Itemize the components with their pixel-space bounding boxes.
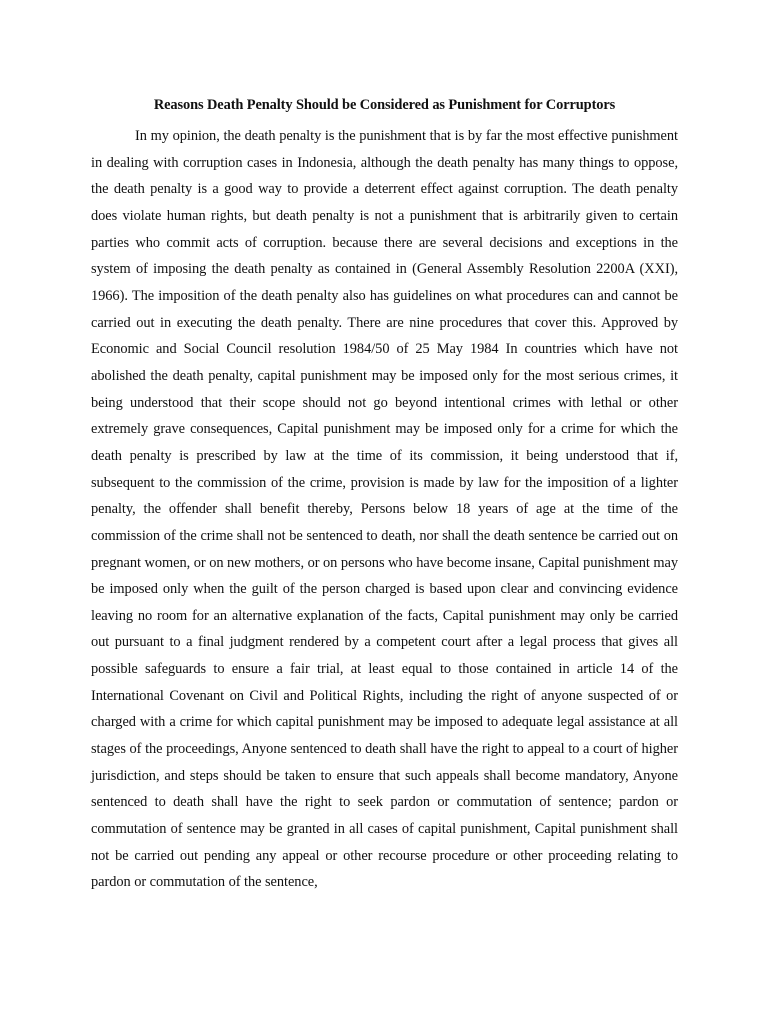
document-title: Reasons Death Penalty Should be Considered as Punishment for Corruptors [153, 97, 616, 113]
document-content [91, 96, 678, 896]
document-paragraph: In my opinion, the death penalty is the punishment that is by far the most effective punishment in dealing with corruption cases in Indonesia, although the death penalty has many things to oppose, the death penalty is a good way to provide a deterrent effect against corruption. The death penalty does violate human rights, but death penalty is not a punishment that is arbitrarily given to certain parties who commit acts of corruption. because there are several decisions and exceptions in the system of imposing the death penalty as contained in (General Assembly Resolution 2200A (XXI), 1966). The imposition of the death penalty also has guidelines on what procedures can and cannot be carried out in executing the death penalty. There are nine procedures that cover this. Approved by Economic and Social Council resolution 1984/50 of 25 May 1984 In countries which have not abolished the death penalty, capital punishment may be imposed only for the most serious crimes, it being understood that their scope should not go beyond intentional crimes with lethal or other extremely grave consequences, Capital punishment may be imposed only for a crime for which the death penalty is prescribed by law at the time of its commission, it being understood that if, subsequent to the commission of the crime, provision is made by law for the imposition of a lighter penalty, the offender shall benefit thereby, Persons below 18 years of age at the time of the commission of the crime shall not be sentenced to death, nor shall the death sentence be carried out on pregnant women, or on new mothers, or on persons who have become insane, Capital punishment may be imposed only when the guilt of the person charged is based upon clear and convincing evidence leaving no room for an alternative explanation of the facts, Capital punishment may only be carried out pursuant to a final judgment rendered by a competent court after a legal process that gives all possible safeguards to ensure a fair trial, at least equal to those contained in article 14 of the International Covenant on Civil and Political Rights, including the right of anyone suspected of or charged with a crime for which capital punishment may be imposed to adequate legal assistance at all stages of the proceedings, Anyone sentenced to death shall have the right to appeal to a court of higher jurisdiction, and steps should be taken to ensure that such appeals shall become mandatory, Anyone sentenced to death shall have the right to seek pardon or commutation of sentence; pardon or commutation of sentence may be granted in all cases of capital punishment, Capital punishment shall not be carried out pending any appeal or other recourse procedure or other proceeding relating to pardon or commutation of the sentence, [91, 128, 678, 891]
